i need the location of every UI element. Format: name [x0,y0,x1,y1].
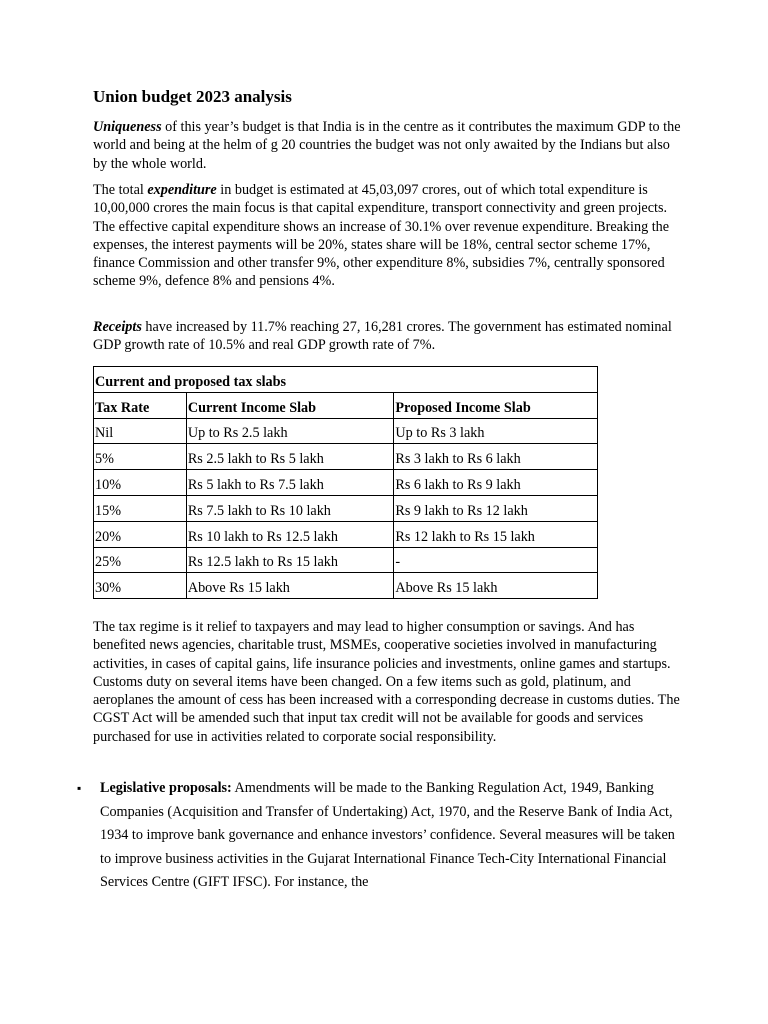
paragraph-lead: Receipts [93,319,142,335]
header-current-slab: Current Income Slab [186,392,394,418]
bullet-list [77,777,677,895]
cell-tax-rate: 5% [94,444,187,470]
cell-current-slab: Rs 5 lakh to Rs 7.5 lakh [186,470,394,496]
cell-proposed-slab: Rs 3 lakh to Rs 6 lakh [394,444,598,470]
table-row [94,470,598,496]
cell-proposed-slab: Rs 6 lakh to Rs 9 lakh [394,470,598,496]
cell-current-slab: Rs 7.5 lakh to Rs 10 lakh [186,495,394,521]
paragraph-text: of this year’s budget is that India is in the centre as it contributes the maximum GDP to the world and being at the helm of g 20 countries the budget was not only awaited by the Indians but also by the whole world. [93,119,681,172]
document-title: Union budget 2023 analysis [93,87,292,106]
paragraph-expenditure [93,181,683,291]
cell-proposed-slab: Rs 9 lakh to Rs 12 lakh [394,495,598,521]
table-row [94,521,598,547]
cell-tax-rate: 20% [94,521,187,547]
table-row [94,418,598,444]
tax-slab-table [93,366,598,599]
square-bullet-icon: ▪ [77,781,82,795]
paragraph-tax-regime: The tax regime is it relief to taxpayers and may lead to higher consumption or savings. And has benefited news agencies, charitable trust, MSMEs, cooperative societies involved in manufacturing activities, in cases of capital gains, life insurance policies and investments, online games and startups. Customs duty on several items have been changed. On a few items such as gold, platinum, and aeroplanes the amount of cess has been increased with a corresponding decrease in customs duties. The CGST Act will be amended such that input tax credit will not be available for goods and services purchased for use in activities related to corporate social responsibility. [93,619,680,745]
table-caption: Current and proposed tax slabs [94,367,598,393]
paragraph-receipts [93,318,683,355]
cell-current-slab: Above Rs 15 lakh [186,573,394,599]
cell-tax-rate: Nil [94,418,187,444]
table-header-row [94,392,598,418]
header-proposed-slab: Proposed Income Slab [394,392,598,418]
cell-tax-rate: 25% [94,547,187,573]
paragraph-uniqueness [93,118,683,173]
cell-tax-rate: 15% [94,495,187,521]
paragraph-lead: Uniqueness [93,119,162,135]
paragraph-text: in budget is estimated at 45,03,097 crores, out of which total expenditure is 10,00,000 crores the main focus is that capital expenditure, transport connectivity and green projects. The effective capital expenditure shows an increase of 30.1% over revenue expenditure. Breaking the expenses, the interest payments will be 20%, states share will be 18%, central sector scheme 17%, finance Commission and other transfer 9%, other expenditure 8%, subsidies 7%, centrally sponsored scheme 9%, defence 8% and pensions 4%. [93,182,670,290]
cell-proposed-slab: Up to Rs 3 lakh [394,418,598,444]
bullet-lead: Legislative proposals: [100,780,232,796]
cell-current-slab: Rs 12.5 lakh to Rs 15 lakh [186,547,394,573]
cell-current-slab: Up to Rs 2.5 lakh [186,418,394,444]
bullet-text: Amendments will be made to the Banking Regulation Act, 1949, Banking Companies (Acquisition and Transfer of Undertaking) Act, 1970, and the Reserve Bank of India Act, 1934 to improve bank governance and enhance investors’ confidence. Several measures will be taken to improve business activities in the Gujarat International Finance Tech-City International Financial Services Centre (GIFT IFSC). For instance, the [100,780,675,890]
paragraph-emphasis: expenditure [147,182,217,198]
table-row [94,573,598,599]
list-item [77,777,677,895]
paragraph-text: have increased by 11.7% reaching 27, 16,281 crores. The government has estimated nominal GDP growth rate of 10.5% and real GDP growth rate of 7%. [93,319,672,354]
table-row [94,444,598,470]
paragraph-text-pre: The total [93,182,148,198]
table-row [94,547,598,573]
table-row [94,495,598,521]
cell-tax-rate: 10% [94,470,187,496]
cell-proposed-slab: - [394,547,598,573]
cell-proposed-slab: Above Rs 15 lakh [394,573,598,599]
header-tax-rate: Tax Rate [94,392,187,418]
cell-tax-rate: 30% [94,573,187,599]
cell-current-slab: Rs 10 lakh to Rs 12.5 lakh [186,521,394,547]
cell-proposed-slab: Rs 12 lakh to Rs 15 lakh [394,521,598,547]
cell-current-slab: Rs 2.5 lakh to Rs 5 lakh [186,444,394,470]
table-caption-row [94,367,598,393]
